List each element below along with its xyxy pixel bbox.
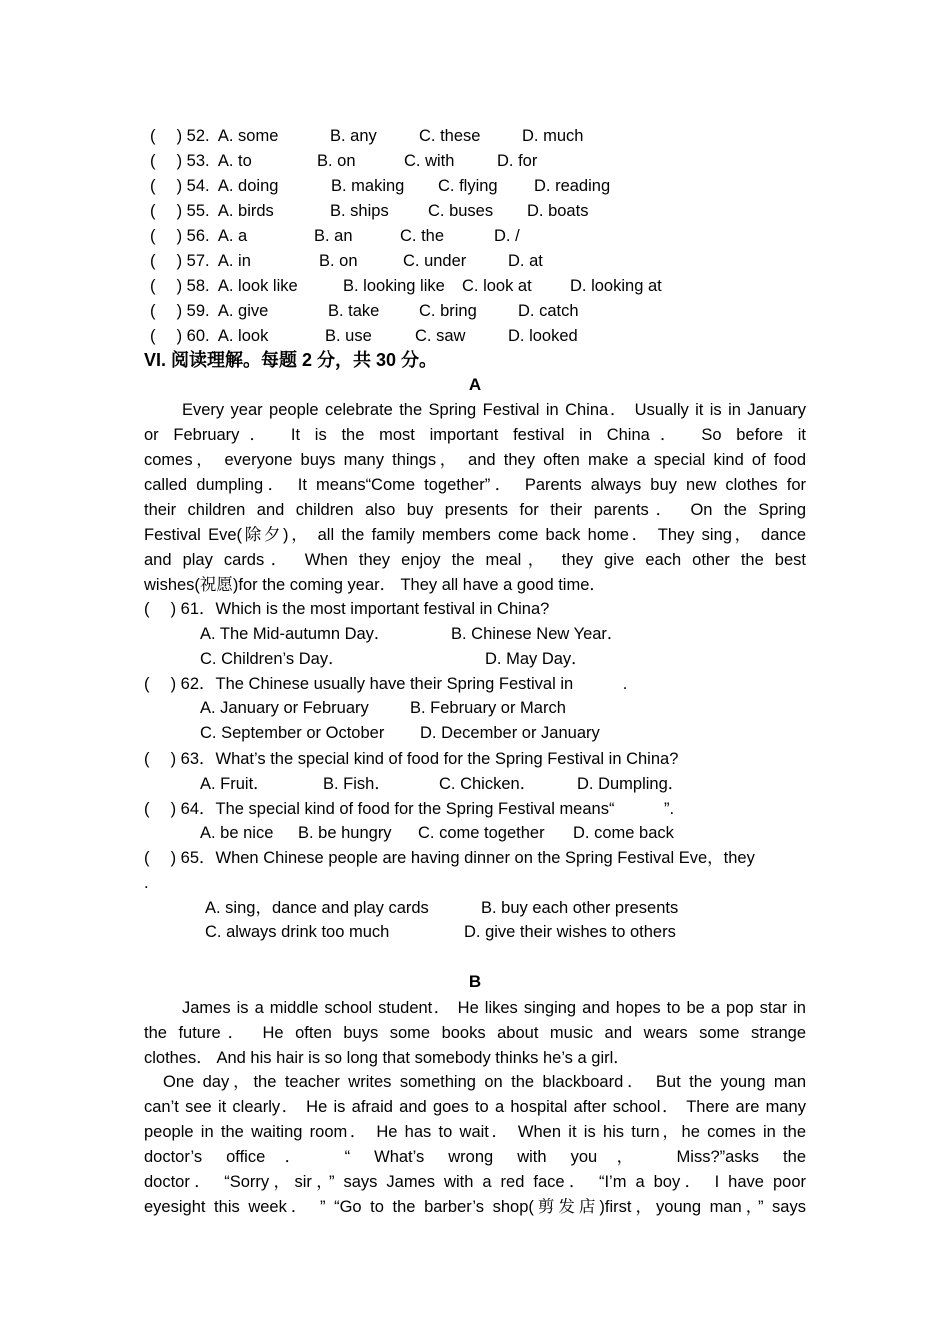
answer-option: D. December or January <box>420 724 600 742</box>
question-stem: ( ) 65．When Chinese people are having dinner on the Spring Festival Eve，they <box>144 849 755 867</box>
cloze-row: ( ) 59. A. give <box>150 302 269 320</box>
cloze-row: ( ) 55. A. birds <box>150 202 274 220</box>
cloze-option: B. on <box>319 252 358 270</box>
cloze-option: D. reading <box>534 177 611 195</box>
passage-b-label: B <box>468 972 482 991</box>
passage-a-label: A <box>468 375 482 394</box>
cloze-option: D. much <box>522 127 584 145</box>
cloze-option: C. bring <box>419 302 477 320</box>
cloze-option: C. saw <box>415 327 466 345</box>
passage-line: doctor’s office． “ What’s wrong with you， Miss?”asks the <box>144 1148 806 1166</box>
answer-option: A. January or February <box>200 699 369 717</box>
question-stem: ( ) 63．What’s the special kind of food for the Spring Festival in China? <box>144 750 679 768</box>
cloze-option: C. under <box>403 252 467 270</box>
answer-option: B. buy each other presents <box>481 899 679 917</box>
answer-option: D. come back <box>573 824 674 842</box>
answer-option: C. Children’s Day． <box>200 650 345 668</box>
answer-option: C. September or October <box>200 724 385 742</box>
answer-option: C. come together <box>418 824 545 842</box>
passage-line: Festival Eve(除夕)， all the family members come back home． They sing， dance <box>144 526 806 544</box>
cloze-row: ( ) 53. A. to <box>150 152 252 170</box>
passage-line: and play cards． When they enjoy the meal， they give each other the best <box>144 551 806 569</box>
passage-line: James is a middle school student． He likes singing and hopes to be a pop star in <box>182 999 806 1017</box>
cloze-option: B. looking like <box>343 277 445 295</box>
answer-option: A. be nice <box>200 824 274 842</box>
passage-line: doctor． “Sorry，sir，” says James with a red face． “I’m a boy． I have poor <box>144 1173 806 1191</box>
answer-option: B. Fish． <box>323 775 391 793</box>
cloze-option: D. catch <box>518 302 579 320</box>
answer-option: A. Fruit． <box>200 775 270 793</box>
answer-option: B. February or March <box>410 699 566 717</box>
cloze-option: C. these <box>419 127 481 145</box>
passage-line: clothes． And his hair is so long that somebody thinks he’s a girl． <box>144 1049 630 1067</box>
passage-line: can’t see it clearly． He is afraid and goes to a hospital after school． There are many <box>144 1098 806 1116</box>
passage-line: Every year people celebrate the Spring Festival in China． Usually it is in January <box>182 401 806 419</box>
cloze-option: C. look at <box>462 277 532 295</box>
answer-option: C. always drink too much <box>205 923 390 941</box>
passage-line: wishes(祝愿)for the coming year． They all have a good time． <box>144 576 606 594</box>
cloze-row: ( ) 54. A. doing <box>150 177 279 195</box>
question-stem: ( ) 64．The special kind of food for the Spring Festival means“ ”. <box>144 800 675 818</box>
passage-line: people in the waiting room． He has to wait． When it is his turn，he comes in the <box>144 1123 806 1141</box>
cloze-option: B. on <box>317 152 356 170</box>
cloze-option: C. flying <box>438 177 498 195</box>
cloze-row: ( ) 58. A. look like <box>150 277 298 295</box>
cloze-option: D. / <box>494 227 520 245</box>
cloze-option: B. any <box>330 127 377 145</box>
answer-option: B. be hungry <box>298 824 392 842</box>
cloze-option: D. boats <box>527 202 589 220</box>
cloze-option: B. ships <box>330 202 389 220</box>
passage-line: the future． He often buys some books about music and wears some strange <box>144 1024 806 1042</box>
cloze-row: ( ) 56. A. a <box>150 227 248 245</box>
cloze-option: B. making <box>331 177 405 195</box>
passage-line: or February． It is the most important festival in China． So before it <box>144 426 806 444</box>
section-title: VI. 阅读理解。每题 2 分，共 30 分。 <box>144 350 438 370</box>
cloze-row: ( ) 52. A. some <box>150 127 279 145</box>
cloze-option: B. use <box>325 327 372 345</box>
passage-line: One day，the teacher writes something on the blackboard． But the young man <box>163 1073 806 1091</box>
cloze-option: D. looked <box>508 327 578 345</box>
answer-option: A. The Mid-autumn Day． <box>200 625 391 643</box>
cloze-option: D. at <box>508 252 543 270</box>
question-stem: ( ) 61．Which is the most important festival in China? <box>144 600 550 618</box>
passage-line: their children and children also buy presents for their parents． On the Spring <box>144 501 806 519</box>
passage-line: called dumpling． It means“Come together”． Parents always buy new clothes for <box>144 476 806 494</box>
passage-line: eyesight this week． ” “Go to the barber’s shop(剪发店)first，young man，” says <box>144 1198 806 1216</box>
answer-option: A. sing，dance and play cards <box>205 899 429 917</box>
cloze-option: C. with <box>404 152 455 170</box>
question-stem: ( ) 62．The Chinese usually have their Spring Festival in . <box>144 675 628 693</box>
cloze-option: D. looking at <box>570 277 662 295</box>
answer-option: D. give their wishes to others <box>464 923 676 941</box>
cloze-option: C. the <box>400 227 445 245</box>
answer-option: D. May Day． <box>485 650 588 668</box>
answer-option: C. Chicken． <box>439 775 537 793</box>
cloze-option: D. for <box>497 152 538 170</box>
cloze-option: B. take <box>328 302 380 320</box>
cloze-option: C. buses <box>428 202 494 220</box>
passage-line: comes， everyone buys many things， and they often make a special kind of food <box>144 451 806 469</box>
answer-option: B. Chinese New Year． <box>451 625 624 643</box>
question-stem-continued: . <box>144 874 149 892</box>
cloze-option: B. an <box>314 227 353 245</box>
cloze-row: ( ) 60. A. look <box>150 327 269 345</box>
cloze-row: ( ) 57. A. in <box>150 252 251 270</box>
answer-option: D. Dumpling． <box>577 775 685 793</box>
